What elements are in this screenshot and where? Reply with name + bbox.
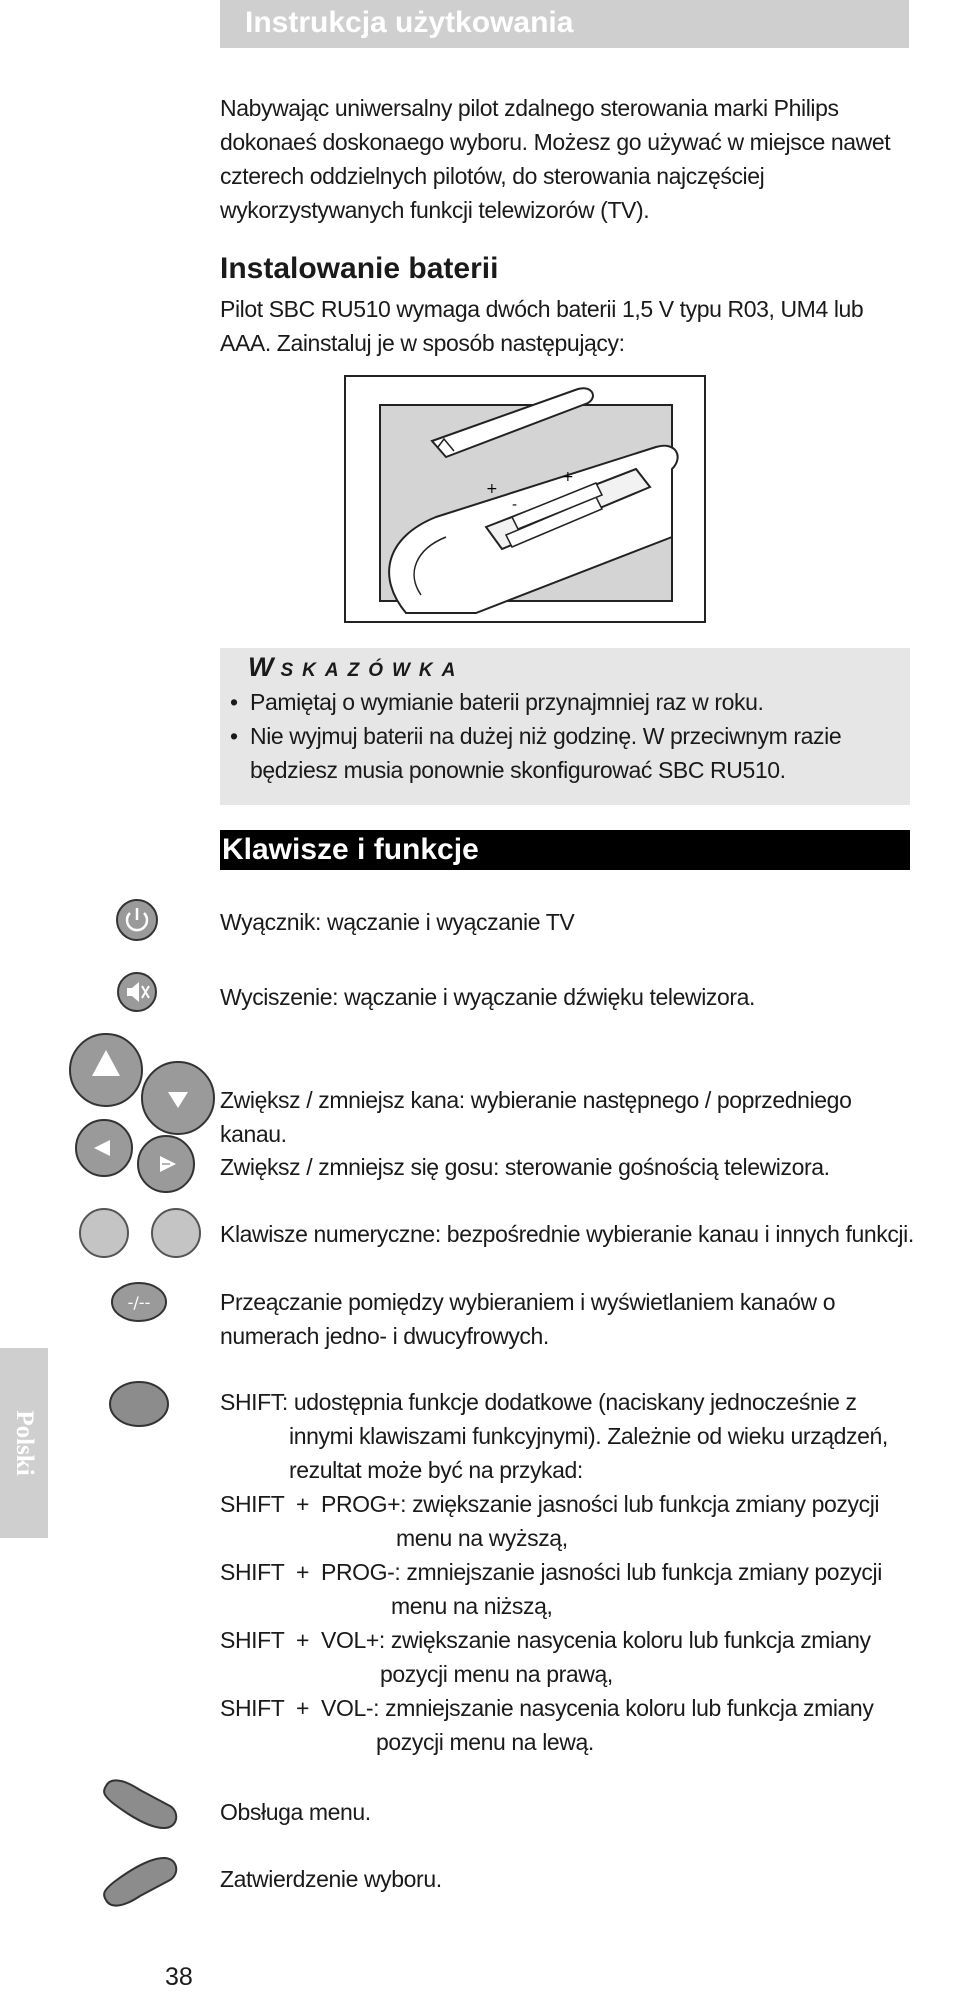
language-side-tab-label: Polski: [11, 1410, 38, 1476]
shift-continuation: innymi klawiszami funkcyjnymi). Zależnie od wieku urządzeń,: [289, 1423, 888, 1449]
shift-line: [220, 1385, 857, 1419]
keys-heading: Klawisze i funkcje: [222, 833, 479, 866]
tip-title-rest: SKAZÓWKA: [280, 660, 465, 681]
key-description-menu: Obsługa menu.: [220, 1799, 371, 1825]
key-description-channel: Zwiększ / zmniejsz kana: wybieranie następnego / poprzedniego kanau.: [220, 1087, 852, 1147]
battery-minus-label: -: [512, 497, 518, 513]
key-description-digit-toggle: Przeączanie pomiędzy wybieraniem i wyświetlaniem kanaów o numerach jedno- i dwucyfrowych.: [220, 1289, 836, 1349]
shift-icon: [108, 1380, 170, 1428]
shift-continuation: rezultat może być na przykad:: [289, 1457, 583, 1483]
batteries-heading: Instalowanie baterii: [220, 252, 499, 285]
volume-up-down-icon: [72, 1120, 202, 1200]
batteries-text: Pilot SBC RU510 wymaga dwóch baterii 1,5 V typu R03, UM4 lub AAA. Zainstaluj je w sposób następujący:: [220, 296, 864, 356]
battery-plus-label-2: +: [562, 469, 574, 485]
remote-battery-drawing: [346, 377, 704, 621]
shift-continuation: pozycji menu na prawą,: [380, 1661, 613, 1687]
tip-item: • Pamiętaj o wymianie baterii przynajmniej raz w roku.: [230, 689, 764, 715]
tip-title-first: W: [248, 652, 281, 682]
key-description-volume: Zwiększ / zmniejsz się gosu: sterowanie gośnością telewizora.: [220, 1154, 830, 1180]
intro-paragraph: Nabywając uniwersalny pilot zdalnego sterowania marki Philips dokonaeś doskonaego wyboru. Możesz go używać w miejsce nawet czterech oddzielnych pilotów, do sterowania najczęściej wykorzystywanych funkcji telewizorów (TV).: [220, 95, 891, 223]
shift-combo-vol-up: SHIFT + VOL+: zwiększanie nasycenia koloru lub funkcja zmiany: [220, 1627, 871, 1653]
page-number: 38: [165, 1963, 193, 1991]
digit-toggle-icon: [110, 1280, 168, 1324]
shift-continuation: menu na wyższą,: [396, 1525, 568, 1551]
tip-item: • Nie wyjmuj baterii na dużej niż godzinę. W przeciwnym razie będziesz musia ponownie skonfigurować SBC RU510.: [230, 723, 842, 783]
numeric-keys-icon: [74, 1208, 206, 1258]
page-title: Instrukcja użytkowania: [245, 6, 574, 39]
key-description-ok: Zatwierdzenie wyboru.: [220, 1866, 442, 1892]
key-description-power: Wyącznik: wączanie i wyączanie TV: [220, 909, 575, 935]
mute-icon: [115, 970, 159, 1014]
battery-plus-label-1: +: [486, 481, 498, 497]
ok-icon: [100, 1852, 182, 1910]
shift-prefix: SHIFT:: [220, 1389, 288, 1415]
tip-title: [248, 652, 464, 683]
shift-continuation: pozycji menu na lewą.: [376, 1729, 594, 1755]
battery-illustration: [344, 375, 706, 623]
menu-icon: [100, 1776, 182, 1834]
shift-combo-vol-down: SHIFT + VOL-: zmniejszanie nasycenia koloru lub funkcja zmiany: [220, 1695, 874, 1721]
shift-continuation: menu na niższą,: [391, 1593, 553, 1619]
shift-combo-prog-down: SHIFT + PROG-: zmniejszanie jasności lub funkcja zmiany pozycji: [220, 1559, 882, 1585]
power-icon: [115, 898, 159, 942]
key-description-mute: Wyciszenie: wączanie i wyączanie dźwięku telewizora.: [220, 984, 756, 1010]
digit-toggle-label: -/--: [127, 1293, 151, 1312]
shift-text: udostępnia funkcje dodatkowe (naciskany jednocześnie z: [293, 1389, 857, 1415]
shift-combo-prog-up: SHIFT + PROG+: zwiększanie jasności lub funkcja zmiany pozycji: [220, 1491, 880, 1517]
key-description-numeric: Klawisze numeryczne: bezpośrednie wybieranie kanau i innych funkcji.: [220, 1221, 914, 1247]
